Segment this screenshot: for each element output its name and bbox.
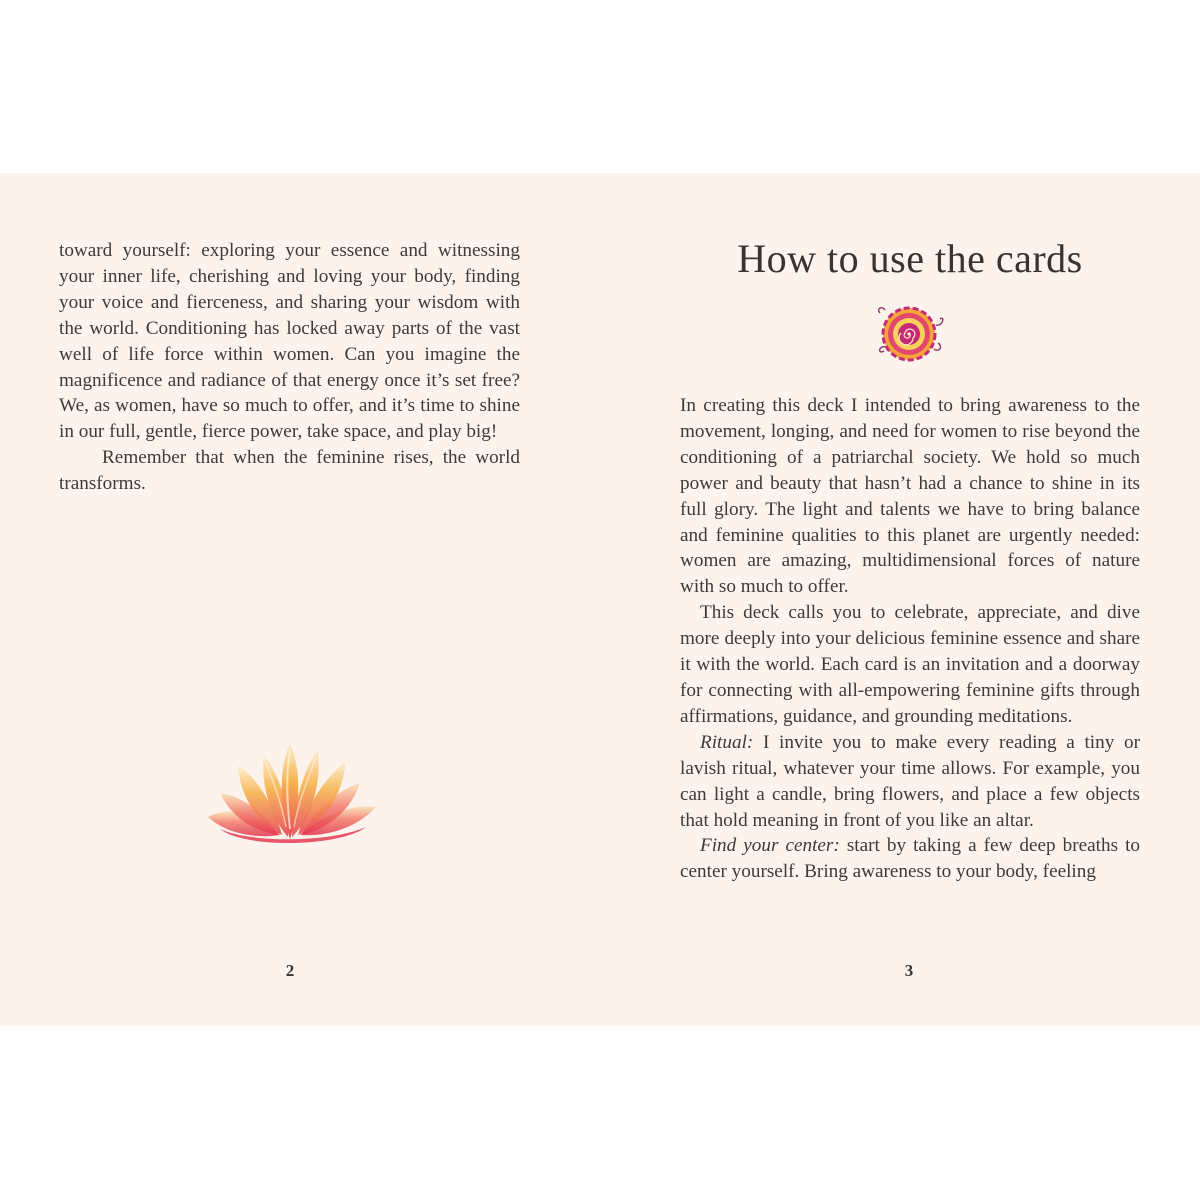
right-paragraph-1: In creating this deck I intended to bring awareness to the movement, longing, and need for women to rise beyond the conditioning of a patriarchal society. We hold so much power and beauty that hasn’t had a chance to shine in its full glory. The light and talents we have to bring balance and feminine qualities to this planet are urgently needed: women are amazing, multidimensional forces of nature with so much to offer. bbox=[680, 395, 1140, 598]
right-paragraph-4 bbox=[680, 833, 1140, 885]
left-page bbox=[0, 173, 600, 1026]
right-page bbox=[600, 173, 1200, 1026]
book-spread bbox=[0, 173, 1200, 1026]
page-number: 2 bbox=[285, 961, 295, 980]
find-center-lead: Find your center: bbox=[700, 835, 840, 857]
right-paragraph-3 bbox=[680, 730, 1140, 834]
ritual-body: I invite you to make every reading a tiny or lavish ritual, whatever your time allows. For example, you can light a candle, bring flowers, and place a few objects that hold meaning in front of you like an altar. bbox=[680, 731, 1140, 831]
page-number: 3 bbox=[904, 961, 914, 980]
lotus-flower-illustration bbox=[200, 743, 380, 851]
left-page-text bbox=[59, 238, 520, 497]
mandala-ornament bbox=[874, 303, 946, 365]
find-center-body: start by taking a few deep breaths to center yourself. Bring awareness to your body, feeling bbox=[680, 835, 1140, 883]
left-paragraph-2: Remember that when the feminine rises, the world transforms. bbox=[59, 447, 520, 495]
left-paragraph-1: toward yourself: exploring your essence and witnessing your inner life, cherishing and loving your body, finding your voice and fierceness, and sharing your wisdom with the world. Conditioning has locked away parts of the vast well of life force within women. Can you imagine the magnificence and radiance of that energy once it’s set free? We, as women, have so much to offer, and it’s time to shine in our full, gentle, fierce power, take space, and play big! bbox=[59, 240, 520, 443]
chapter-title: How to use the cards bbox=[737, 236, 1083, 281]
right-paragraph-2: This deck calls you to celebrate, appreciate, and dive more deeply into your delicious feminine essence and share it with the world. Each card is an invitation and a doorway for connecting with all-empowering feminine gifts through affirmations, guidance, and grounding meditations. bbox=[680, 602, 1140, 727]
right-page-text bbox=[680, 393, 1140, 885]
ritual-lead: Ritual: bbox=[700, 731, 754, 753]
